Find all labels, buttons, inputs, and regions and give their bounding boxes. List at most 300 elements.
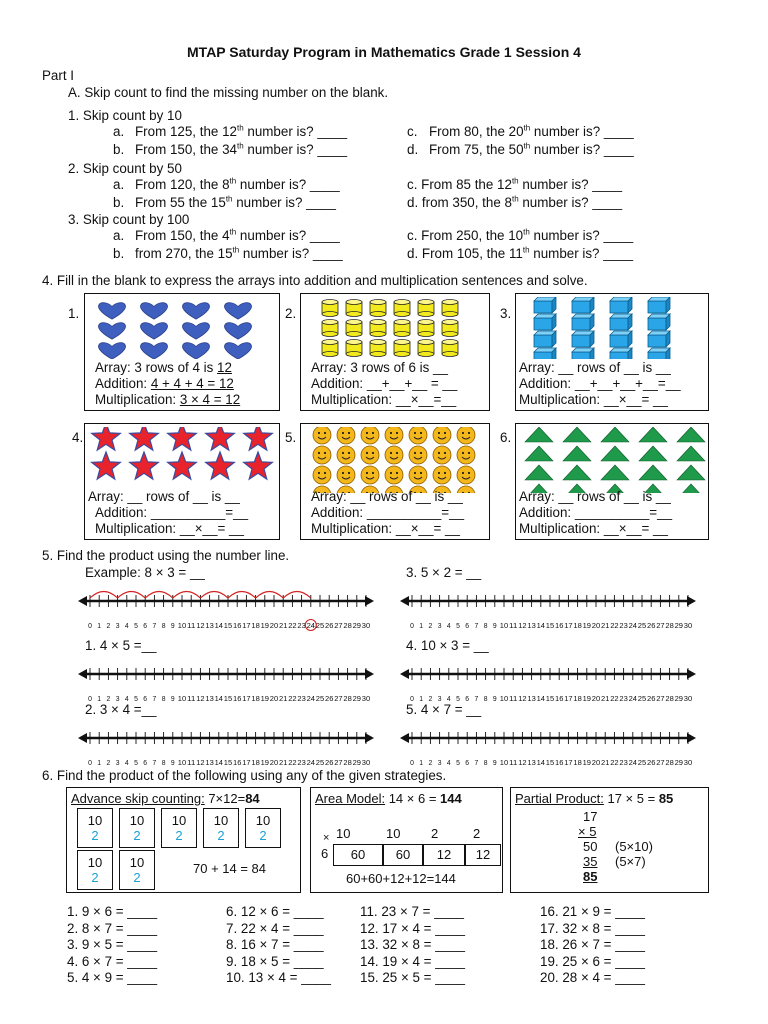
multiplication-label: Multiplication: [95,392,180,407]
star-icon [92,427,121,450]
tick-label: 24 [306,621,315,630]
practice-problem: 16. 21 × 9 = ____ [540,904,645,919]
tick-label: 22 [610,694,619,703]
tick-label: 14 [214,758,223,767]
addition-sentence: Addition: __________=__ [311,505,465,520]
triangle-icon [677,484,705,493]
tick-label: 7 [474,694,479,703]
skip-question [407,177,622,192]
partial-mult: × 5 [578,824,597,839]
tick-label: 17 [564,621,573,630]
cylinder-icon [346,300,362,317]
tick-label: 14 [214,694,223,703]
tick-label: 14 [536,694,545,703]
tick-label: 1 [419,694,424,703]
array-box-5 [300,423,490,540]
tick-label: 12 [196,694,205,703]
practice-problem: 2. 8 × 7 = ____ [67,920,158,936]
tick-label: 19 [260,694,269,703]
skip-question-letter: a. [113,228,125,243]
cylinder-icon [442,300,458,317]
tick-label: 21 [601,694,610,703]
hop-arc [145,592,173,599]
tick-label: 29 [352,621,361,630]
twos-value: 2 [91,870,99,885]
area-model-box [310,787,503,893]
tick-label: 6 [143,758,148,767]
tick-label: 19 [582,758,591,767]
smiley-icon [313,466,331,484]
tick-label: 28 [665,694,674,703]
tick-label: 23 [297,621,306,630]
cylinder-icon [370,340,386,357]
partial-total: 85 [583,869,598,884]
tick-label: 16 [555,758,564,767]
skip-question-text: From 125, the 12 [135,124,237,139]
tick-label: 2 [106,621,111,630]
advance-title-expr: 7×12= [204,791,246,806]
tick-label: 8 [161,621,166,630]
tick-label: 28 [665,758,674,767]
addition-sentence: Addition: __________=__ [95,505,249,520]
tick-label: 29 [674,758,683,767]
skip-question-blank: number is? ____ [530,142,634,157]
heart-icon [141,303,168,319]
smiley-icon [361,427,379,444]
array-box-4 [84,423,280,540]
area-cell: 12 [465,844,501,866]
skip-question-blank: number is? ____ [236,228,340,243]
array-sentence: Array: __ rows of __ is __ [519,489,671,504]
tick-label: 19 [582,621,591,630]
tick-label: 30 [683,758,693,767]
arrow-left-icon [400,669,409,679]
array-number: 5. [285,430,297,445]
cube-icon [572,314,594,330]
tick-label: 0 [88,694,92,703]
tick-label: 28 [343,758,352,767]
cube-icon [534,348,556,359]
tick-label: 20 [269,758,279,767]
tick-label: 13 [527,694,536,703]
array-box-3 [515,293,709,411]
cube-icon [648,297,670,313]
tick-label: 17 [242,621,251,630]
triangle-icon [677,465,705,480]
array-sentence [95,360,232,375]
tick-label: 22 [610,621,619,630]
practice-problem: 6. 12 × 6 = ____ [226,904,324,919]
tick-label: 0 [88,621,92,630]
number-line [398,583,698,633]
area-sum: 60+60+12+12=144 [346,871,456,886]
star-icon [92,452,121,479]
tick-label: 7 [152,694,157,703]
tick-label: 24 [306,758,315,767]
twos-value: 2 [217,828,225,843]
tick-label: 18 [573,694,582,703]
smiley-icon [337,466,355,484]
tick-label: 25 [637,694,647,703]
skip-question-text: From 80, the 20 [429,124,524,139]
skip-count-box [77,808,113,848]
tens-value: 10 [129,855,145,870]
tens-value: 10 [129,813,145,828]
multiplication-sentence: Multiplication: __×__= __ [311,521,460,536]
array-sentence: Array: 3 rows of 6 is __ [311,360,448,375]
tick-label: 27 [334,694,343,703]
cube-icon [610,314,632,330]
tick-label: 30 [361,621,371,630]
tick-label: 25 [637,758,647,767]
hop-arc [200,592,228,599]
triangle-icon [601,446,629,461]
skip-question-letter: b. [113,246,125,261]
smiley-icon [385,466,403,484]
skip-question-letter: b. [113,195,125,210]
heart-icon [225,303,252,319]
tick-label: 23 [297,758,306,767]
tick-label: 26 [647,758,656,767]
tick-label: 4 [124,758,129,767]
array-graphic-triangle [519,427,707,493]
ordinal-suffix: th [236,141,244,151]
arrow-left-icon [78,733,87,743]
tick-label: 5 [456,621,460,630]
ordinal-suffix: th [225,194,233,204]
tick-label: 3 [437,621,442,630]
tick-label: 3 [437,758,442,767]
skip-question-text: c. From 85 the 12 [407,177,512,192]
addition-sentence: Addition: __+__+__ = __ [311,376,458,391]
tick-label: 24 [628,694,637,703]
skip-question-text: From 150, the 4 [135,228,230,243]
tick-label: 22 [288,621,297,630]
number-line-label: 2. 3 × 4 =__ [85,702,157,717]
area-header: 10 [386,826,401,841]
tick-label: 2 [106,694,111,703]
smiley-icon [433,466,451,484]
smiley-icon [457,466,475,484]
tick-label: 18 [251,758,260,767]
cylinder-icon [418,340,434,357]
tick-label: 11 [509,621,518,630]
practice-problem: 14. 19 × 4 = ____ [360,953,465,969]
array-sentence-answer: 12 [217,360,232,375]
heart-icon [225,343,252,359]
partial-p1: 50 [583,839,598,854]
heart-icon [183,303,210,319]
tick-label: 25 [315,694,325,703]
tick-label: 9 [492,694,497,703]
multiplication-sentence: Multiplication: __×__= __ [95,521,244,536]
ordinal-suffix: th [523,227,530,237]
multiplication-sentence [95,392,240,407]
array-sentence: Array: __ rows of __ is __ [88,489,240,504]
hop-arc [283,592,311,599]
tick-label: 7 [152,621,157,630]
smiley-icon [385,446,403,464]
ordinal-suffix: th [522,245,530,255]
tick-label: 17 [564,694,573,703]
skip-question [407,124,634,139]
tens-value: 10 [213,813,229,828]
star-icon [244,427,273,450]
arrow-left-icon [400,733,409,743]
tick-label: 8 [483,758,488,767]
tick-label: 15 [223,758,233,767]
tick-label: 18 [573,621,582,630]
tick-label: 26 [325,758,334,767]
skip-question [407,195,622,210]
heart-icon [99,343,126,359]
addition-label: Addition: [95,376,151,391]
triangle-icon [677,427,705,442]
tick-label: 23 [619,621,628,630]
tick-label: 7 [474,758,479,767]
tick-label: 26 [325,621,334,630]
tick-label: 17 [242,758,251,767]
practice-problem: 8. 16 × 7 = ____ [226,937,324,952]
array-number: 2. [285,306,297,321]
skip-question-letter: a. [113,177,125,192]
skip-question-blank: number is? ____ [243,142,348,157]
triangle-icon [639,427,667,442]
tick-label: 27 [656,758,665,767]
tick-label: 0 [410,621,414,630]
tick-label: 1 [97,694,102,703]
array-graphic-smiley [304,427,488,493]
skip-question-blank: number is? ____ [530,124,634,139]
skip-question-text: From 150, the 34 [135,142,237,157]
twos-value: 2 [91,828,99,843]
triangle-icon [525,446,553,461]
tick-label: 4 [446,694,451,703]
arrow-left-icon [78,596,87,606]
hop-arc [256,592,284,599]
tick-label: 11 [187,694,196,703]
number-line [76,720,376,770]
tick-label: 20 [269,621,279,630]
hop-arc [118,592,146,599]
tick-label: 6 [143,621,148,630]
cylinder-icon [346,340,362,357]
star-icon [206,452,235,479]
triangle-icon [563,427,591,442]
area-header: 2 [473,826,481,841]
skip-question-text: From 55 the 15 [135,195,226,210]
tick-label: 19 [582,694,591,703]
tick-label: 23 [297,694,306,703]
array-graphic-star [88,427,278,493]
array-graphic-cube [519,297,707,359]
tick-label: 20 [269,694,279,703]
addition-sentence: Addition: __________=__ [519,505,673,520]
tick-label: 23 [619,694,628,703]
area-title-answer: 144 [440,791,462,806]
tick-label: 15 [545,694,555,703]
tick-label: 16 [233,758,242,767]
tick-label: 8 [161,694,166,703]
star-icon [130,427,159,450]
practice-problem: 10. 13 × 4 = ____ [226,970,331,985]
smiley-icon [457,427,475,444]
heart-icon [183,343,210,359]
cylinder-icon [418,300,434,317]
addition-answer: 4 + 4 + 4 = 12 [150,376,234,391]
partial-top: 17 [583,809,598,824]
tick-label: 0 [410,758,414,767]
smiley-icon [361,446,379,464]
addition-sentence [95,376,234,391]
tick-label: 16 [555,621,564,630]
advance-title [71,791,260,806]
skip-count-box [77,850,113,890]
partial-title [515,791,673,806]
heart-icon [141,343,168,359]
tick-label: 29 [674,694,683,703]
tick-label: 30 [361,758,371,767]
star-icon [168,452,197,479]
tick-label: 22 [610,758,619,767]
skip-question [113,246,343,261]
star-icon [168,427,197,450]
tick-label: 3 [115,621,120,630]
cylinder-icon [322,300,338,317]
cube-icon [534,314,556,330]
tick-label: 4 [124,621,129,630]
section4-heading: 4. Fill in the blank to express the arrays into addition and multiplication sentences and solve. [42,273,588,288]
array-number: 6. [500,430,512,445]
tick-label: 18 [573,758,582,767]
tick-label: 26 [647,694,656,703]
skip-question-blank: number is? ____ [239,246,343,261]
star-icon [244,452,273,479]
array-number: 3. [500,306,512,321]
tick-label: 2 [428,694,433,703]
arrow-left-icon [78,669,87,679]
tick-label: 12 [518,621,527,630]
tick-label: 27 [656,694,665,703]
heart-icon [141,323,168,339]
tick-label: 13 [205,621,214,630]
tick-label: 17 [242,694,251,703]
number-line [76,583,376,633]
number-line [398,720,698,770]
tick-label: 20 [591,621,601,630]
tick-label: 5 [134,758,138,767]
partial-title-answer: 85 [658,791,674,806]
skip-question [113,228,340,243]
ordinal-suffix: th [511,176,519,186]
tick-label: 24 [628,758,637,767]
skip-question-text: d. from 350, the 8 [407,195,512,210]
tick-label: 13 [527,621,536,630]
practice-problem: 15. 25 × 5 = ____ [360,970,465,985]
ordinal-suffix: th [229,176,237,186]
skip-question-text: c. From 250, the 10 [407,228,524,243]
tick-label: 3 [115,758,120,767]
tick-label: 10 [177,621,187,630]
tick-label: 9 [492,621,497,630]
smiley-icon [337,446,355,464]
tick-label: 10 [499,758,509,767]
ordinal-suffix: th [523,141,531,151]
practice-problem: 12. 17 × 4 = ____ [360,920,465,936]
ordinal-suffix: th [511,194,519,204]
tick-label: 5 [134,621,138,630]
tick-label: 5 [456,758,460,767]
skip-question [407,228,633,243]
advance-title-answer: 84 [245,791,260,806]
heart-icon [99,323,126,339]
cube-icon [610,297,632,313]
skip-question-blank: number is? ____ [243,124,348,139]
cube-icon [534,297,556,313]
skip-question-blank: number is? ____ [518,195,623,210]
array-box-2 [300,293,490,411]
number-line [398,656,698,706]
ordinal-suffix: th [523,123,531,133]
tick-label: 11 [509,758,518,767]
triangle-icon [525,427,553,442]
area-title-expr: 14 × 6 = [385,791,441,806]
tick-label: 21 [279,758,288,767]
page-title: MTAP Saturday Program in Mathematics Grade 1 Session 4 [187,44,581,60]
tick-label: 6 [465,758,470,767]
tick-label: 2 [428,758,433,767]
tick-label: 19 [260,758,269,767]
partial-p1-note: (5×10) [615,839,653,854]
part-label: Part I [42,68,74,83]
triangle-icon [563,465,591,480]
smiley-icon [409,466,427,484]
tick-label: 9 [492,758,497,767]
tick-label: 21 [601,758,610,767]
tick-label: 22 [288,694,297,703]
tick-label: 29 [674,621,683,630]
tick-label: 29 [352,758,361,767]
area-title-label: Area Model: [315,791,386,806]
ordinal-suffix: th [229,227,237,237]
hop-arc [228,592,256,599]
tick-label: 4 [446,758,451,767]
partial-product-box [510,787,709,893]
tick-label: 5 [456,694,460,703]
star-icon [206,427,235,450]
array-graphic-cylinder [304,297,488,359]
number-line-label: Example: 8 × 3 = __ [85,565,205,580]
tick-label: 8 [483,621,488,630]
tick-label: 20 [591,758,601,767]
skip-question-letter: c. [407,124,418,139]
skip-question-blank: number is? ____ [236,177,340,192]
smiley-icon [385,427,403,444]
tick-label: 8 [483,694,488,703]
tick-label: 3 [437,694,442,703]
multiplication-sentence: Multiplication: __×__= __ [519,521,668,536]
practice-problem: 11. 23 × 7 = ____ [360,904,464,919]
partial-p2: 35 [583,854,598,869]
skip-question-letter: b. [113,142,125,157]
triangle-icon [639,465,667,480]
array-box-1 [84,293,280,411]
ordinal-suffix: th [232,245,240,255]
tick-label: 11 [187,621,196,630]
tick-label: 17 [564,758,573,767]
tick-label: 5 [134,694,138,703]
smiley-icon [337,427,355,444]
